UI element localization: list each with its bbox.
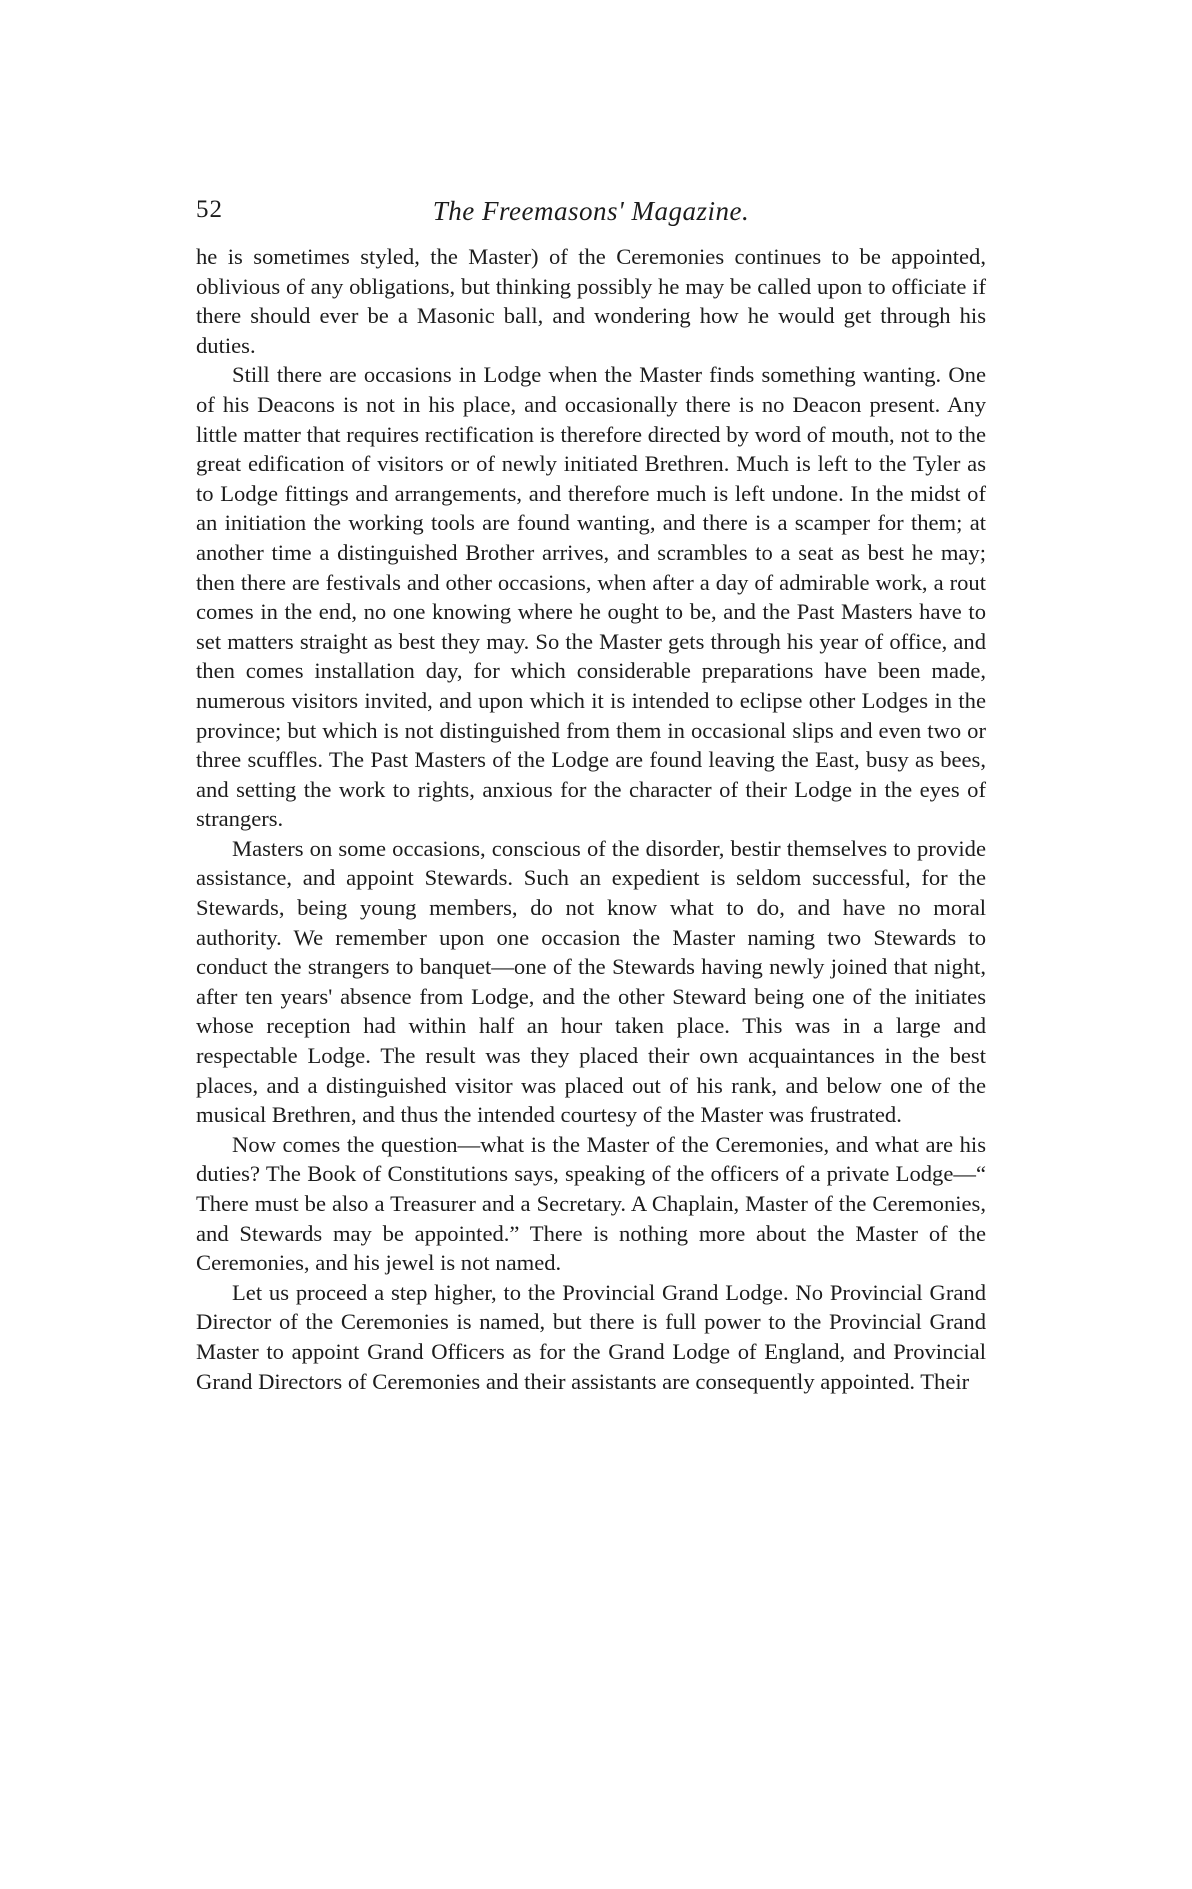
paragraph: Now comes the question—what is the Master of the Ceremonies, and what are his duties? The Book of Constitutions says, speaking of the officers of a private Lodge—“ There must be also a Treasurer and a Secretary. A Chaplain, Master of the Ceremonies, and Stewards may be appointed.” There is nothing more about the Master of the Ceremonies, and his jewel is not named. <box>196 1131 986 1276</box>
page-number: 52 <box>196 196 223 223</box>
paragraph-continued: he is sometimes styled, the Master) of the Ceremonies continues to be appointed, oblivious of any obligations, but thinking possibly he may be called upon to officiate if there should ever be a Masonic ball, and wondering how he would get through his duties. <box>196 244 986 358</box>
magazine-page <box>196 196 986 1396</box>
running-head <box>196 196 986 236</box>
page-title: The Freemasons' Magazine. <box>432 196 750 226</box>
paragraph: Masters on some occasions, conscious of the disorder, bestir themselves to provide assistance, and appoint Stewards. Such an expedient is seldom successful, for the Stewards, being young members, do not know what to do, and have no moral authority. We remember upon one occasion the Master naming two Stewards to conduct the strangers to banquet—one of the Stewards having newly joined that night, after ten years' absence from Lodge, and the other Steward being one of the initiates whose reception had within half an hour taken place. This was in a large and respectable Lodge. The result was they placed their own acquaintances in the best places, and a distinguished visitor was placed out of his rank, and below one of the musical Brethren, and thus the intended courtesy of the Master was frustrated. <box>196 835 986 1128</box>
paragraph: Still there are occasions in Lodge when the Master finds something wanting. One of his Deacons is not in his place, and occasionally there is no Deacon present. Any little matter that requires rectification is therefore directed by word of mouth, not to the great edification of visitors or of newly initiated Brethren. Much is left to the Tyler as to Lodge fittings and arrangements, and therefore much is left undone. In the midst of an initiation the working tools are found wanting, and there is a scamper for them; at another time a distinguished Brother arrives, and scrambles to a seat as best he may; then there are festivals and other occasions, when after a day of admirable work, a rout comes in the end, no one knowing where he ought to be, and the Past Masters have to set matters straight as best they may. So the Master gets through his year of office, and then comes installation day, for which considerable preparations have been made, numerous visitors invited, and upon which it is intended to eclipse other Lodges in the province; but which is not distinguished from them in occasional slips and even two or three scuffles. The Past Masters of the Lodge are found leaving the East, busy as bees, and setting the work to rights, anxious for the character of their Lodge in the eyes of strangers. <box>196 362 986 832</box>
article-body <box>196 242 986 1396</box>
paragraph: Let us proceed a step higher, to the Provincial Grand Lodge. No Provincial Grand Director of the Ceremonies is named, but there is full power to the Provincial Grand Master to appoint Grand Officers as for the Grand Lodge of England, and Provincial Grand Directors of Ceremonies and their assistants are consequently appointed. Their <box>196 1279 986 1394</box>
